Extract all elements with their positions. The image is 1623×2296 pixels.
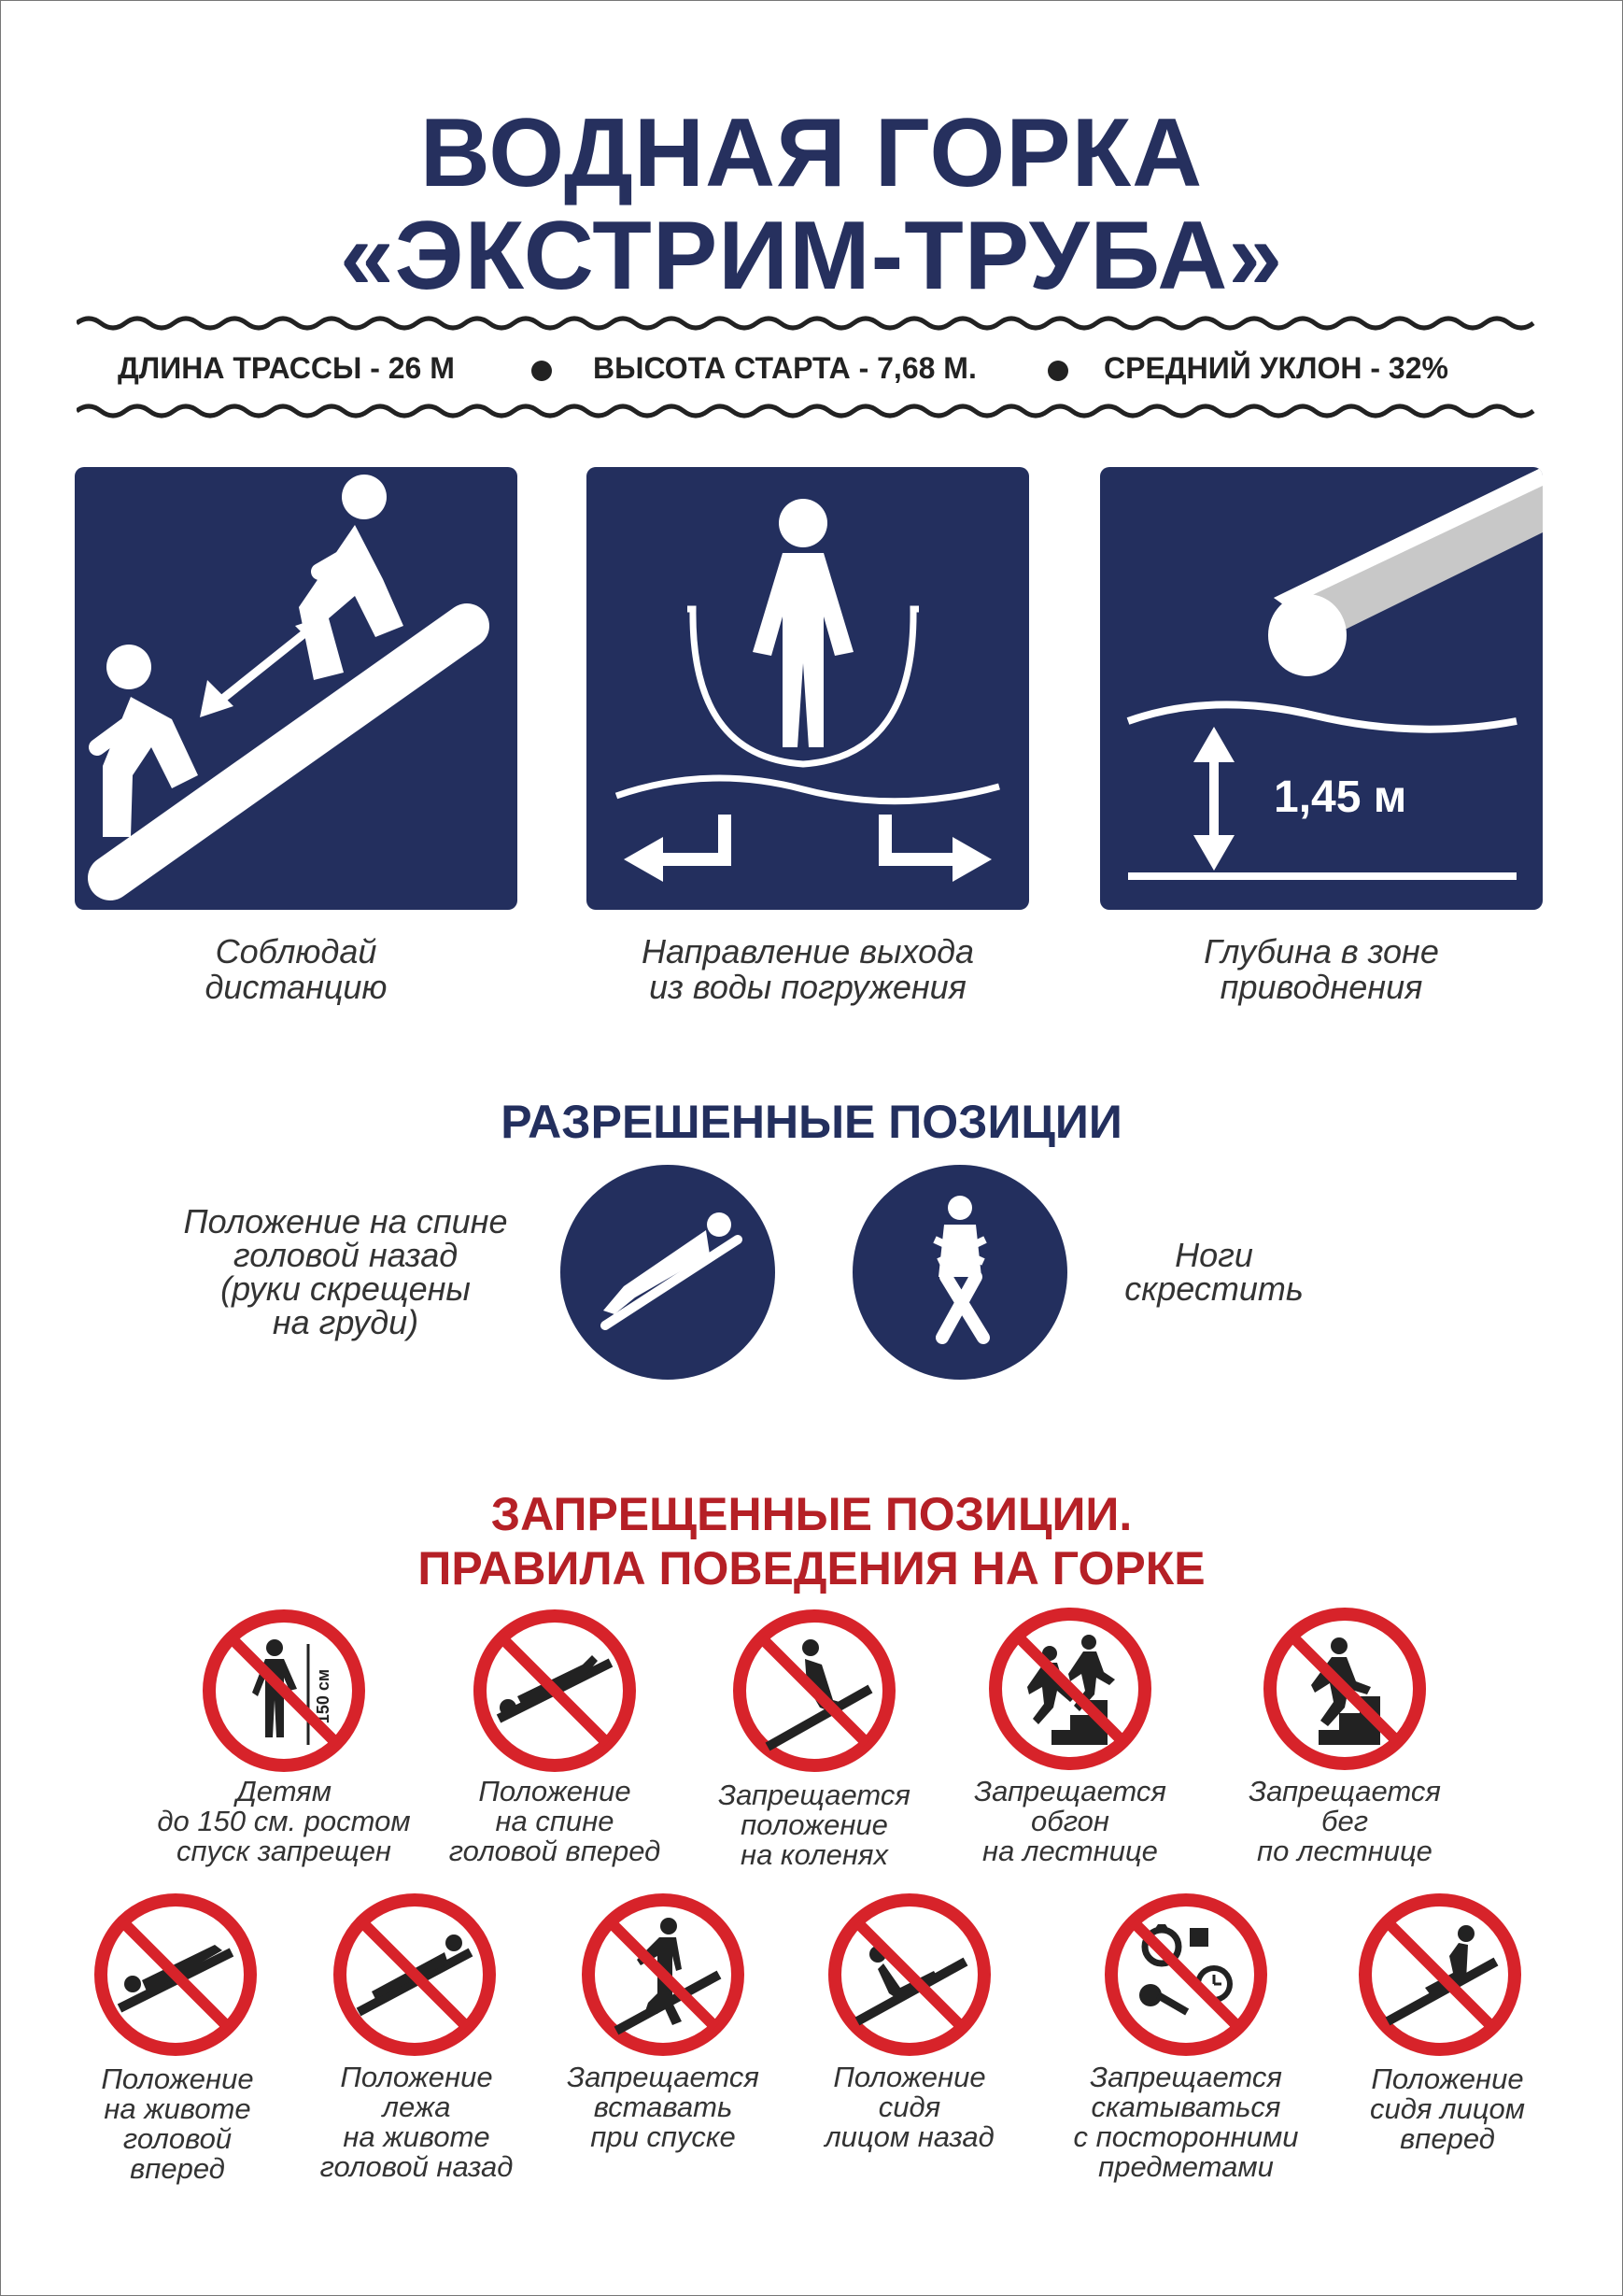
caption-sitting-backward: Положение сидя лицом назад: [825, 2061, 995, 2153]
caption-exit-direction: Направление выхода из воды погружения: [641, 932, 975, 1006]
caption-belly-head-first: Положение на животе головой вперед: [101, 2062, 254, 2185]
head-first-back-icon: [471, 1607, 639, 1775]
height-limit-icon: [200, 1607, 368, 1775]
belly-head-back-icon: [331, 1891, 499, 2059]
height-mark: 150 см: [314, 1668, 332, 1724]
wave-divider-bottom: [77, 400, 1546, 422]
caption-distance: Соблюдай дистанцию: [205, 932, 388, 1006]
bullet-dot: [1048, 361, 1068, 381]
belly-head-first-icon: [92, 1891, 260, 2059]
wave-divider-top: [77, 312, 1546, 334]
depth-label: 1,45 м: [1274, 772, 1407, 822]
forbidden-heading-line-1: ЗАПРЕЩЕННЫЕ ПОЗИЦИИ.: [490, 1488, 1133, 1540]
caption-overtaking: Запрещается обгон на лестнице: [974, 1775, 1166, 1867]
caption-depth: Глубина в зоне приводнения: [1204, 932, 1439, 1006]
distance-icon: [75, 467, 517, 910]
overtaking-stairs-icon: [986, 1605, 1154, 1773]
back-position-icon: [560, 1165, 775, 1380]
standing-icon: [579, 1891, 747, 2059]
spec-slope: СРЕДНИЙ УКЛОН - 32%: [1104, 351, 1448, 385]
sitting-forward-icon: [1356, 1891, 1524, 2059]
bullet-dot: [531, 361, 552, 381]
running-stairs-icon: [1261, 1605, 1429, 1773]
allowed-heading: РАЗРЕШЕННЫЕ ПОЗИЦИИ: [501, 1096, 1122, 1148]
spec-length: ДЛИНА ТРАССЫ - 26 М: [118, 351, 455, 385]
crossed-legs-icon: [853, 1165, 1067, 1380]
caption-foreign-objects: Запрещается скатываться с посторонними предметами: [1073, 2061, 1299, 2183]
caption-head-first-back: Положение на спине головой вперед: [448, 1775, 661, 1867]
forbidden-heading-line-2: ПРАВИЛА ПОВЕДЕНИЯ НА ГОРКЕ: [417, 1542, 1206, 1594]
caption-belly-head-back: Положение лежа на животе головой назад: [319, 2061, 514, 2183]
caption-kneeling: Запрещается положение на коленях: [718, 1779, 910, 1871]
specs-bar: [80, 347, 1481, 389]
caption-height-limit: Детям до 150 см. ростом спуск запрещен: [157, 1775, 411, 1867]
caption-running: Запрещается бег по лестнице: [1249, 1775, 1441, 1867]
caption-standing: Запрещается вставать при спуске: [567, 2061, 759, 2153]
spec-height: ВЫСОТА СТАРТА - 7,68 М.: [593, 351, 977, 385]
depth-icon: [1100, 467, 1543, 910]
foreign-objects-icon: [1102, 1891, 1270, 2059]
exit-direction-icon: [586, 467, 1029, 910]
kneeling-icon: [730, 1607, 898, 1775]
caption-sitting-forward: Положение сидя лицом вперед: [1370, 2062, 1525, 2155]
caption-crossed-legs: Ноги скрестить: [1124, 1236, 1304, 1308]
title-line-2: «ЭКСТРИМ-ТРУБА»: [339, 202, 1284, 310]
sitting-backward-icon: [826, 1891, 994, 2059]
title-line-1: ВОДНАЯ ГОРКА: [419, 99, 1204, 207]
caption-back-position: Положение на спине головой назад (руки скрещены на груди): [183, 1202, 508, 1341]
